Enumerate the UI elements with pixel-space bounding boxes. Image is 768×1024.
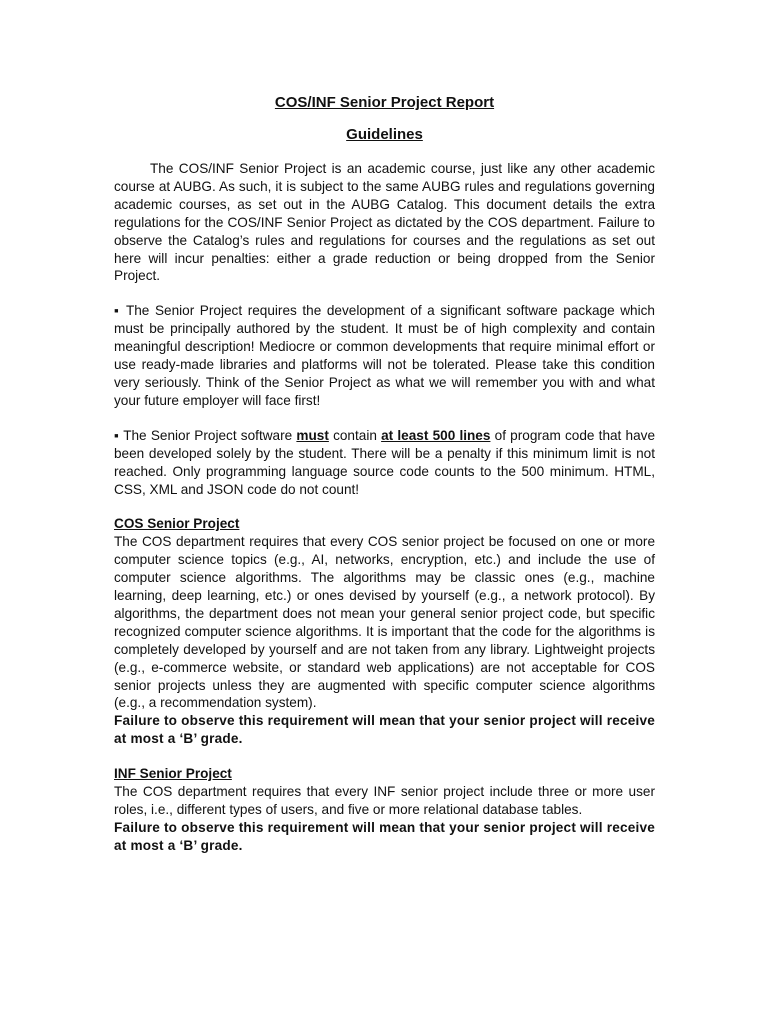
- cos-section-body: The COS department requires that every COS senior project be focused on one or more computer science topics (e.g., AI, networks, encryption, etc.) and include the use of computer science algorithms. The algorithms may be classic ones (e.g., machine learning, deep learning, etc.) or ones devised by yourself (e.g., a network protocol). By algorithms, the department does not mean your general senior project code, but specific recognized computer science algorithms. It is important that the code for the algorithms is completely developed by yourself and are not taken from any library. Lightweight projects (e.g., e-commerce website, or standard web applications) are not acceptable for COS senior projects unless they are augmented with specific computer science algorithms (e.g., a recommendation system).: [114, 534, 655, 711]
- inf-section-body: The COS department requires that every INF senior project include three or more user roles, i.e., different types of users, and five or more relational database tables.: [114, 784, 655, 817]
- bullet-text-part: contain: [328, 427, 382, 443]
- bullet-text-part: ▪ The Senior Project software: [114, 427, 297, 443]
- emphasis-line-count: at least 500 lines: [381, 427, 491, 443]
- bullet-text-part: of program code that have been developed solely by the student. There will be a penalty if this minimum limit is not reached. Only programming language source code counts to the 500 minimum. HTML, CSS, XML and JSON code do not count!: [114, 427, 656, 497]
- document-subtitle: Guidelines: [346, 126, 423, 143]
- inf-grade-warning: Failure to observe this requirement will mean that your senior project will receive at most a ‘B’ grade.: [114, 819, 655, 853]
- document-content: [114, 93, 655, 855]
- requirement-bullet-code-lines: [114, 427, 655, 499]
- intro-paragraph: The COS/INF Senior Project is an academic course, just like any other academic course at AUBG. As such, it is subject to the same AUBG rules and regulations governing academic courses, as set out in the AUBG Catalog. This document details the extra regulations for the COS/INF Senior Project as dictated by the COS department. Failure to observe the Catalog’s rules and regulations for courses and the regulations as set out here will incur penalties: either a grade reduction or being dropped from the Senior Project.: [114, 161, 655, 284]
- cos-section-heading: COS Senior Project: [114, 516, 240, 532]
- emphasis-must: must: [296, 427, 329, 443]
- cos-grade-warning: Failure to observe this requirement will mean that your senior project will receive at most a ‘B’ grade.: [114, 713, 655, 747]
- requirement-bullet-complexity: ▪ The Senior Project requires the development of a significant software package which must be principally authored by the student. It must be of high complexity and contain meaningful description! Mediocre or common developments that require minimal effort or use ready-made libraries and platforms will not be tolerated. Please take this condition very seriously. Think of the Senior Project as what we will remember you with and what your future employer will face first!: [114, 303, 655, 408]
- document-title: COS/INF Senior Project Report: [274, 94, 495, 111]
- inf-section-heading: INF Senior Project: [114, 766, 232, 782]
